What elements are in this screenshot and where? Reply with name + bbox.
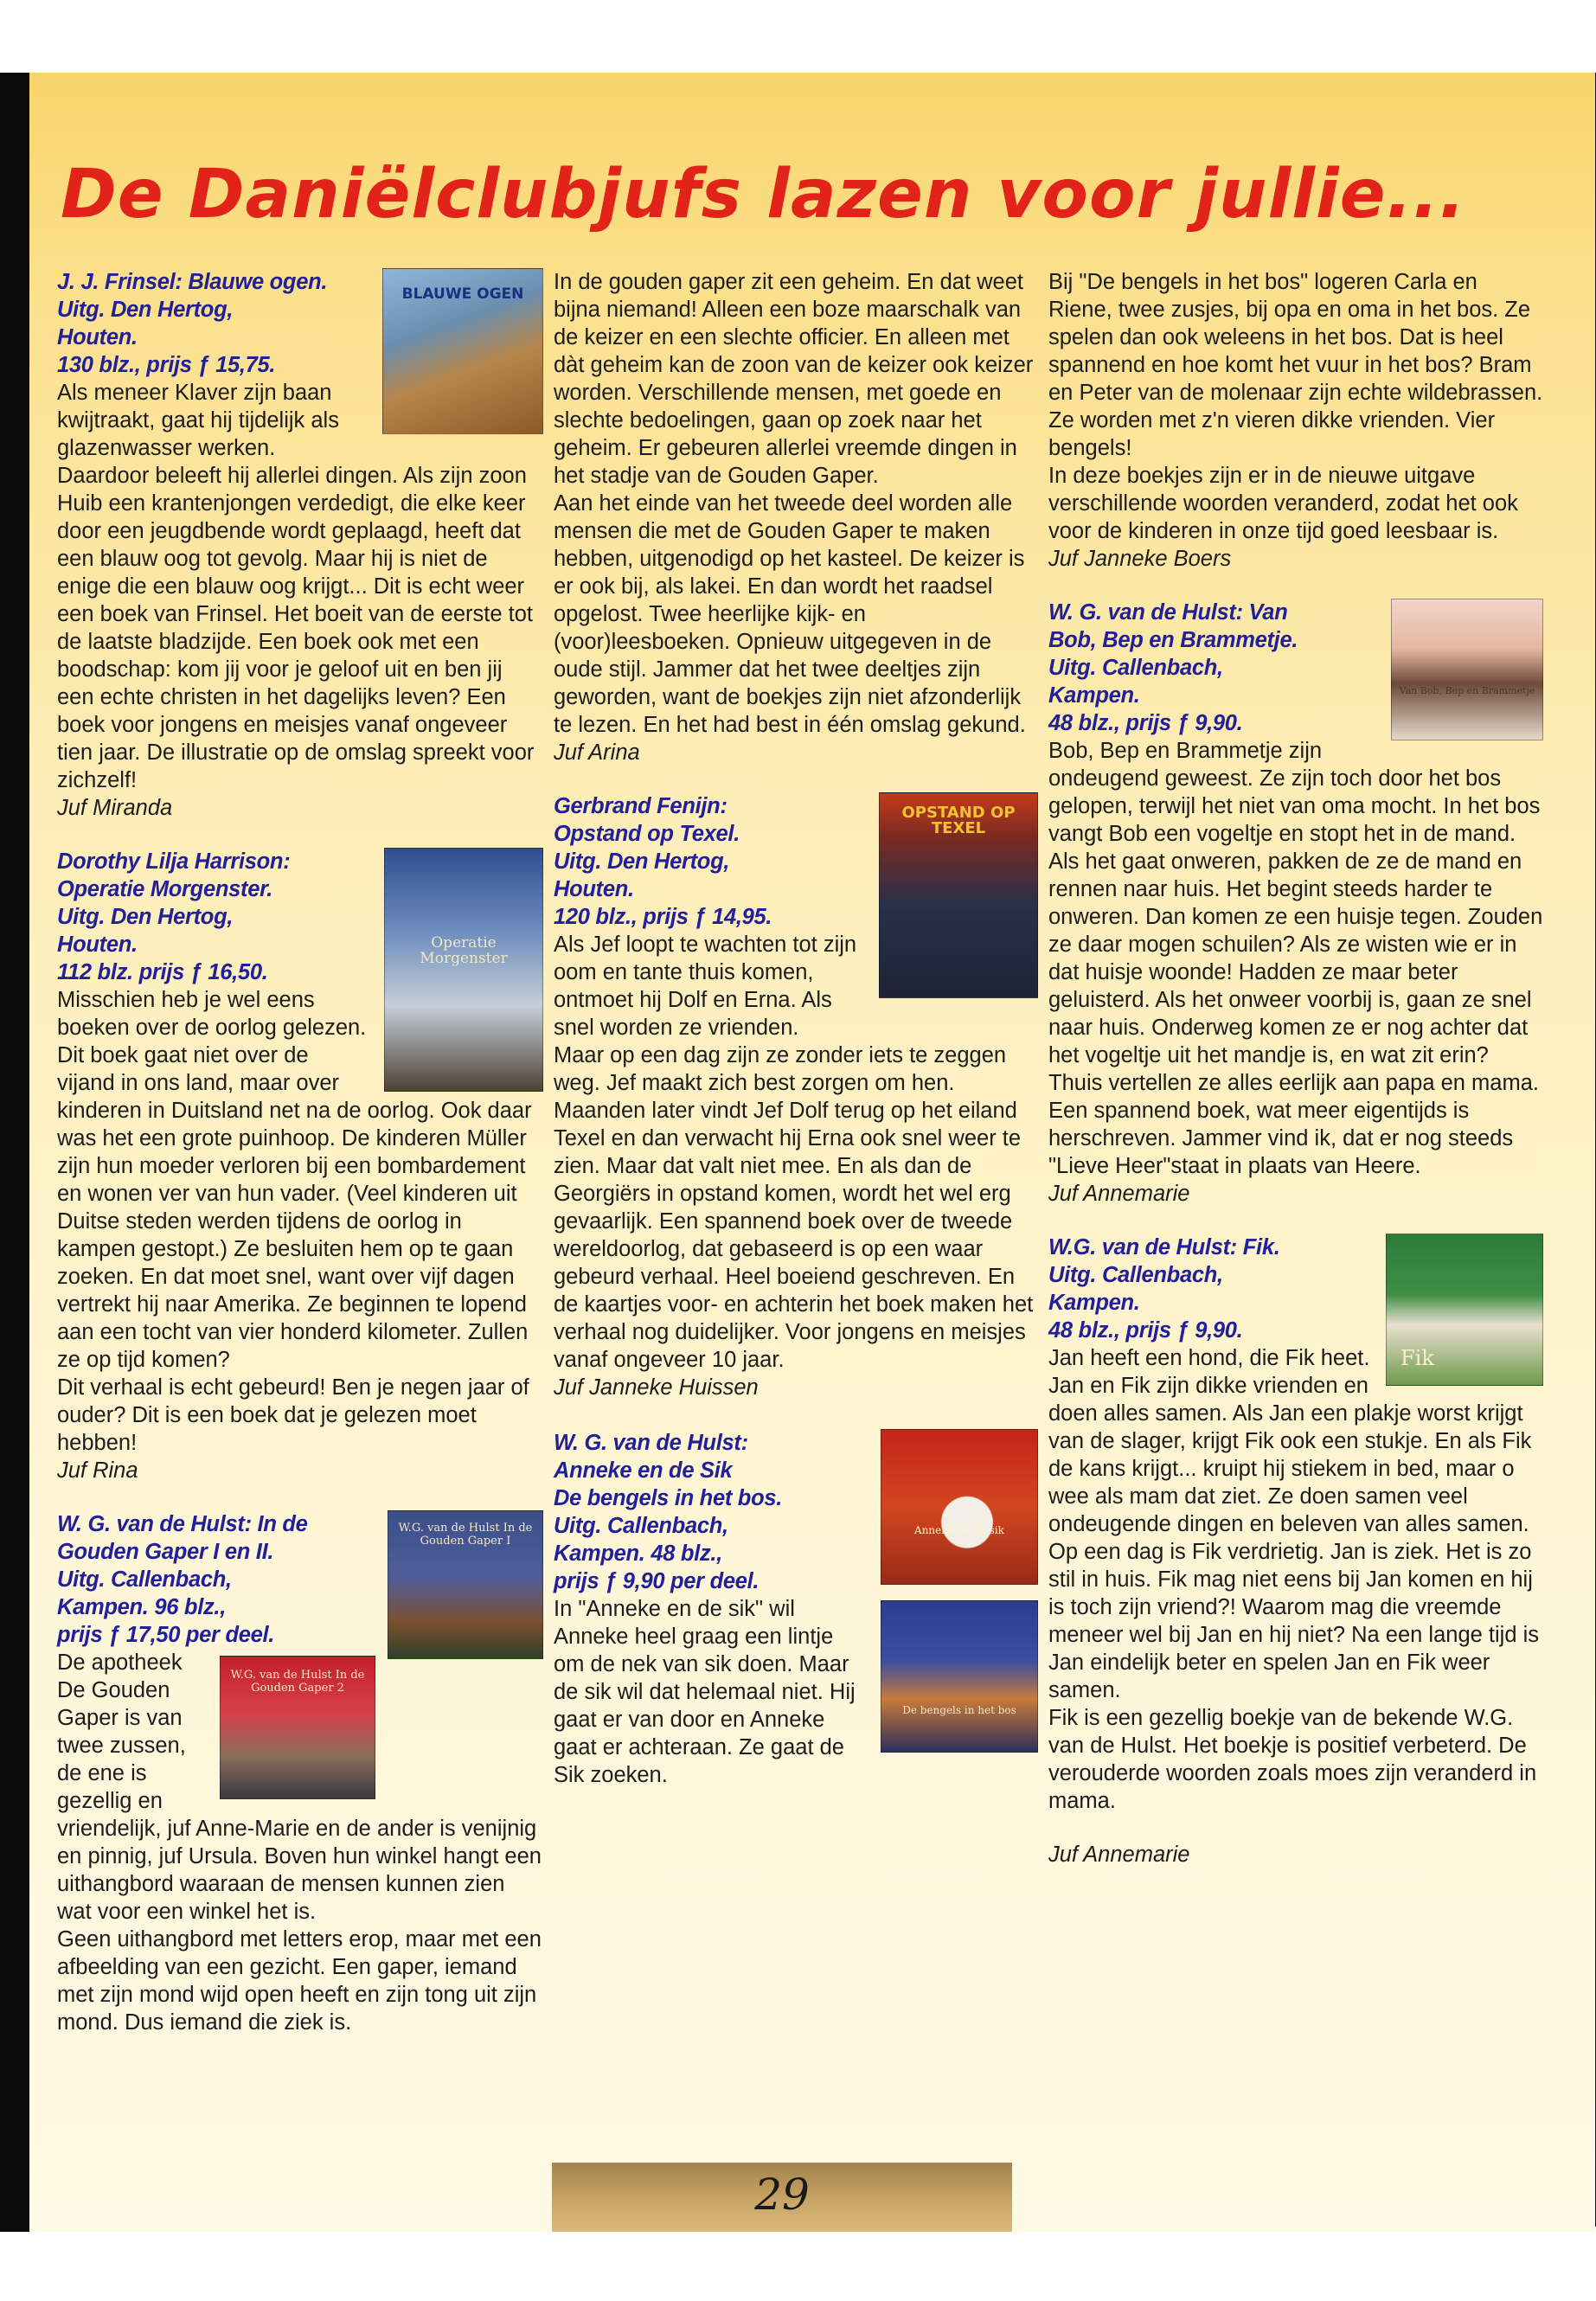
review-text: Als Jef loopt te wachten tot zijn oom en tante thuis komen, ontmoet hij Dolf en Erna. Als snel worden ze vrienden. [554, 933, 857, 1040]
book-city: Kampen. [1048, 683, 1140, 708]
book-publisher: Uitg. Callenbach, [554, 1514, 728, 1538]
review-text: Misschien heb je wel eens boeken over de oorlog gelezen. Dit boek gaat niet over de vijand in ons land, maar over kinderen in Duitsland net na de oorlog. Ook daar was het een grote puinhoop. De kinderen Müller zijn hun moeder verloren bij een bombardement en wonen ver van hun vader. (Veel kinderen uit Duitse steden werden tijdens de oorlog in kampen gestopt.) Ze besluiten hem op te gaan zoeken. En dat moet snel, want over vijf dagen vertrekt hij naar Amerika. Ze beginnen te lopend aan een tocht van vier honderd kilometer. Zullen ze op tijd komen? [57, 988, 532, 1372]
book-publisher: Uitg. Callenbach, [57, 1567, 232, 1592]
book-author: Dorothy Lilja Harrison: [57, 849, 291, 874]
book-cover-bob-bep-brammetje [1391, 599, 1543, 740]
reviewer-signature: Juf Annemarie [1048, 1182, 1190, 1206]
cover-title: W.G. van de Hulst In de Gouden Gaper I [398, 1522, 533, 1548]
book-author: W. G. van de Hulst: [554, 1431, 748, 1455]
book-cover-anneke-en-de-sik [881, 1429, 1038, 1585]
book-author-title: W.G. van de Hulst: Fik. [1048, 1235, 1280, 1259]
cover-title: Van Bob, Bep en Brammetje [1399, 685, 1535, 696]
book-author-title: W. G. van de Hulst: Van [1048, 600, 1288, 625]
scan-border-left [0, 73, 29, 2232]
book-cover-gouden-gaper-2 [220, 1656, 375, 1799]
book-title: Gouden Gaper I en II. [57, 1540, 274, 1564]
book-price: 48 blz., prijs ƒ 9,90. [1048, 711, 1243, 735]
page-number: 29 [754, 2170, 810, 2220]
cover-title: De bengels in het bos [902, 1704, 1016, 1716]
book-publisher: Uitg. Callenbach, [1048, 656, 1223, 680]
book-cover-gouden-gaper-1 [388, 1510, 543, 1659]
review-text: Dit verhaal is echt gebeurd! Ben je negen jaar of ouder? Dit is een boek dat je gelezen moet hebben! [57, 1375, 529, 1455]
review-bengels-continued [1048, 268, 1543, 573]
review-text-continued: Geen uithangbord met letters erop, maar met een afbeelding van een gezicht. Een gaper, iemand met zijn mond wijd open heeft en zijn tong uit zijn mond. Dus iemand die ziek is. [57, 1927, 542, 2035]
review-text: Maar op een dag zijn ze zonder iets te zeggen weg. Jef maakt zich best zorgen om hen. Maanden later vindt Jef Dolf terug op het eiland Texel en dan verwacht hij Erna ook snel weer te zien. Maar dat valt niet mee. En als dan de Georgiërs in opstand komen, wordt het wel erg gevaarlijk. Een spannend boek over de tweede wereldoorlog, dat gebaseerd is op een waar gebeurd verhaal. Heel boeiend geschreven. En de kaartjes voor- en achterin het boek maken het verhaal nog duidelijker. Voor jongens en meisjes vanaf ongeveer 10 jaar. [554, 1043, 1034, 1372]
review-text: Bob, Bep en Brammetje zijn ondeugend geweest. Ze zijn toch door het bos gelopen, terwijl het niet van oma mocht. In het bos vangt Bob een vogeltje en stopt het in de mand. Als het gaat onweren, pakken de ze de mand en rennen naar huis. Het begint steeds harder te onweren. Dan komen ze een huisje tegen. Zouden ze daar mogen schuilen? Als ze wisten wie er in dat huisje woonde! Hadden ze maar beter geluisterd. Als het onweer voorbij is, gaan ze snel naar huis. Onderweg komen ze er nog achter dat het vogeltje uit het mandje is, en wat zit erin? Thuis vertellen ze alles eerlijk aan papa en mama. Een spannend boek, wat meer eigentijds is herschreven. Jammer vind ik, dat er nog steeds "Lieve Heer"staat in plaats van Heere. [1048, 739, 1543, 1178]
cover-title: BLAUWE OGEN [401, 285, 524, 303]
book-city: Houten. [554, 877, 634, 901]
reviewer-signature: Juf Miranda [57, 796, 173, 820]
book-cover-opstand-op-texel [879, 792, 1038, 998]
review-text: In de gouden gaper zit een geheim. En dat weet bijna niemand! Alleen een boze maarschalk van de keizer en een slechte officier. En alleen met dàt geheim kan de zoon van de keizer ook keizer worden. Verschillende mensen, met goede en slechte bedoelingen, gaan op zoek naar het geheim. Er gebeuren allerlei vreemde dingen in het stadje van de Gouden Gaper. [554, 270, 1034, 488]
cover-title: Operatie Morgenster [420, 934, 508, 967]
book-city-pages: Kampen. 48 blz., [554, 1541, 723, 1566]
book-author: Gerbrand Fenijn: [554, 794, 727, 818]
book-author-title: J. J. Frinsel: Blauwe ogen. [57, 270, 328, 294]
magazine-page [29, 73, 1595, 2232]
reviewer-signature: Juf Annemarie [1048, 1843, 1190, 1867]
book-price: 112 blz. prijs ƒ 16,50. [57, 960, 268, 984]
book-cover-blauwe-ogen [382, 268, 543, 434]
review-anneke-en-de-sik [554, 1429, 1038, 1789]
reviewer-signature: Juf Arina [554, 740, 640, 765]
review-text: In deze boekjes zijn er in de nieuwe uitgave verschillende woorden veranderd, zodat het ook voor de kinderen in onze tijd goed leesbaar is. [1048, 464, 1518, 543]
book-title: Bob, Bep en Brammetje. [1048, 628, 1298, 652]
book-price: 120 blz., prijs ƒ 14,95. [554, 905, 772, 929]
column-2 [554, 268, 1038, 1789]
book-cover-operatie-morgenster [384, 848, 543, 1092]
cover-title: Anneke en de sik [914, 1524, 1004, 1536]
book-title: Opstand op Texel. [554, 822, 740, 846]
review-text: Fik is een gezellig boekje van de bekende W.G. van de Hulst. Het boekje is positief verbeterd. De verouderde woorden zoals moes zijn veranderd in mama. [1048, 1706, 1537, 1813]
book-publisher: Uitg. Den Hertog, [57, 298, 234, 322]
review-text: Jan heeft een hond, die Fik heet. Jan en Fik zijn dikke vrienden en doen alles samen. Als Jan een plakje worst krijgt van de slager, krijgt Fik ook een stukje. En als Fik de kans krijgt... kruipt hij stiekem in bed, maar o wee als mam dat ziet. Ze doen samen veel ondeugende dingen en beleven van alles samen. Op een dag is Fik verdrietig. Jan is ziek. Het is zo stil in huis. Fik mag niet eens bij Jan komen en hij is toch zijn vriend?! Waarom mag die vreemde meneer wel bij Jan en hij niet? Na een lange tijd is Jan eindelijk beter en spelen Jan en Fik weer samen. [1048, 1346, 1540, 1702]
book-author-title: W. G. van de Hulst: In de [57, 1512, 308, 1536]
review-gouden-gaper-continued [554, 268, 1038, 766]
review-text: Als meneer Klaver zijn baan kwijtraakt, gaat hij tijdelijk als glazenwasser werken. Daardoor beleeft hij allerlei dingen. Als zijn zoon Huib een krantenjongen verdedigt, die elke keer door een jeugdbende wordt geplaagd, heeft dat een blauw oog tot gevolg. Maar hij is niet de enige die een blauw oog krijgt... Dit is echt weer een boek van Frinsel. Het boeit van de eerste tot de laatste bladzijde. Een boek ook met een boodschap: kom jij voor je geloof uit en ben jij een echte christen in het dagelijks leven? Een boek voor jongens en meisjes vanaf ongeveer tien jaar. De illustratie op de omslag spreekt voor zichzelf! [57, 381, 535, 792]
book-title: Operatie Morgenster. [57, 877, 273, 901]
column-1 [57, 268, 543, 2036]
book-title: De bengels in het bos. [554, 1486, 783, 1510]
book-title: Anneke en de Sik [554, 1458, 733, 1483]
book-city: Houten. [57, 933, 138, 957]
book-price: prijs ƒ 9,90 per deel. [554, 1569, 760, 1593]
book-cover-fik [1386, 1234, 1543, 1386]
review-blauwe-ogen [57, 268, 543, 822]
cover-title: OPSTAND OP TEXEL [901, 804, 1016, 837]
book-city-pages: Kampen. 96 blz., [57, 1595, 227, 1619]
book-cover-bengels-in-het-bos [881, 1600, 1038, 1753]
reviewer-signature: Juf Janneke Boers [1048, 547, 1232, 571]
reviewer-signature: Juf Janneke Huissen [554, 1375, 759, 1400]
book-publisher: Uitg. Den Hertog, [554, 849, 730, 874]
review-gouden-gaper [57, 1510, 543, 2036]
book-city: Houten. [57, 325, 138, 349]
review-fik [1048, 1234, 1543, 1868]
book-publisher: Uitg. Callenbach, [1048, 1263, 1223, 1287]
page-headline: De Daniëlclubjufs lazen voor jullie... [61, 156, 1466, 234]
book-publisher: Uitg. Den Hertog, [57, 905, 234, 929]
book-city: Kampen. [1048, 1291, 1140, 1315]
book-price: 130 blz., prijs ƒ 15,75. [57, 353, 276, 377]
review-operatie-morgenster [57, 848, 543, 1484]
review-text: In "Anneke en de sik" wil Anneke heel graag een lintje om de nek van sik doen. Maar de sik wil dat helemaal niet. Hij gaat er van door en Anneke gaat er achteraan. Ze gaat de Sik zoeken. [554, 1597, 856, 1787]
review-text: Aan het einde van het tweede deel worden alle mensen die met de Gouden Gaper te maken hebben, uitgenodigd op het kasteel. De keizer is er ook bij, als lakei. En dan wordt het raadsel opgelost. Twee heerlijke kijk- en (voor)leesboeken. Opnieuw uitgegeven in de oude stijl. Jammer dat het twee deeltjes zijn geworden, want de boekjes zijn niet afzonderlijk te lezen. En het had best in één omslag gekund. [554, 491, 1026, 737]
cover-title: Fik [1401, 1346, 1434, 1370]
review-text: Bij "De bengels in het bos" logeren Carla en Riene, twee zusjes, bij opa en oma in het bos. Ze spelen dan ook weleens in het bos. Dat is heel spannend en hoe komt het vuur in het bos? Bram en Peter van de molenaar zijn echte wildebrassen. Ze worden met z'n vieren dikke vrienden. Vier bengels! [1048, 270, 1543, 460]
book-price: 48 blz., prijs ƒ 9,90. [1048, 1318, 1243, 1343]
book-price: prijs ƒ 17,50 per deel. [57, 1623, 275, 1647]
review-opstand-op-texel [554, 792, 1038, 1401]
reviewer-signature: Juf Rina [57, 1458, 138, 1483]
column-3 [1048, 268, 1543, 1868]
review-bob-bep-brammetje [1048, 599, 1543, 1208]
cover-title: W.G. van de Hulst In de Gouden Gaper 2 [230, 1669, 365, 1695]
review-text: De apotheek De Gouden Gaper is van twee zussen, de ene is gezellig en vriendelijk, juf Anne-Marie en de ander is venijnig en pinnig, juf Ursula. Boven hun winkel hangt een uithangbord waaraan de mensen kunnen zien wat voor een winkel het is. [57, 1650, 542, 1924]
